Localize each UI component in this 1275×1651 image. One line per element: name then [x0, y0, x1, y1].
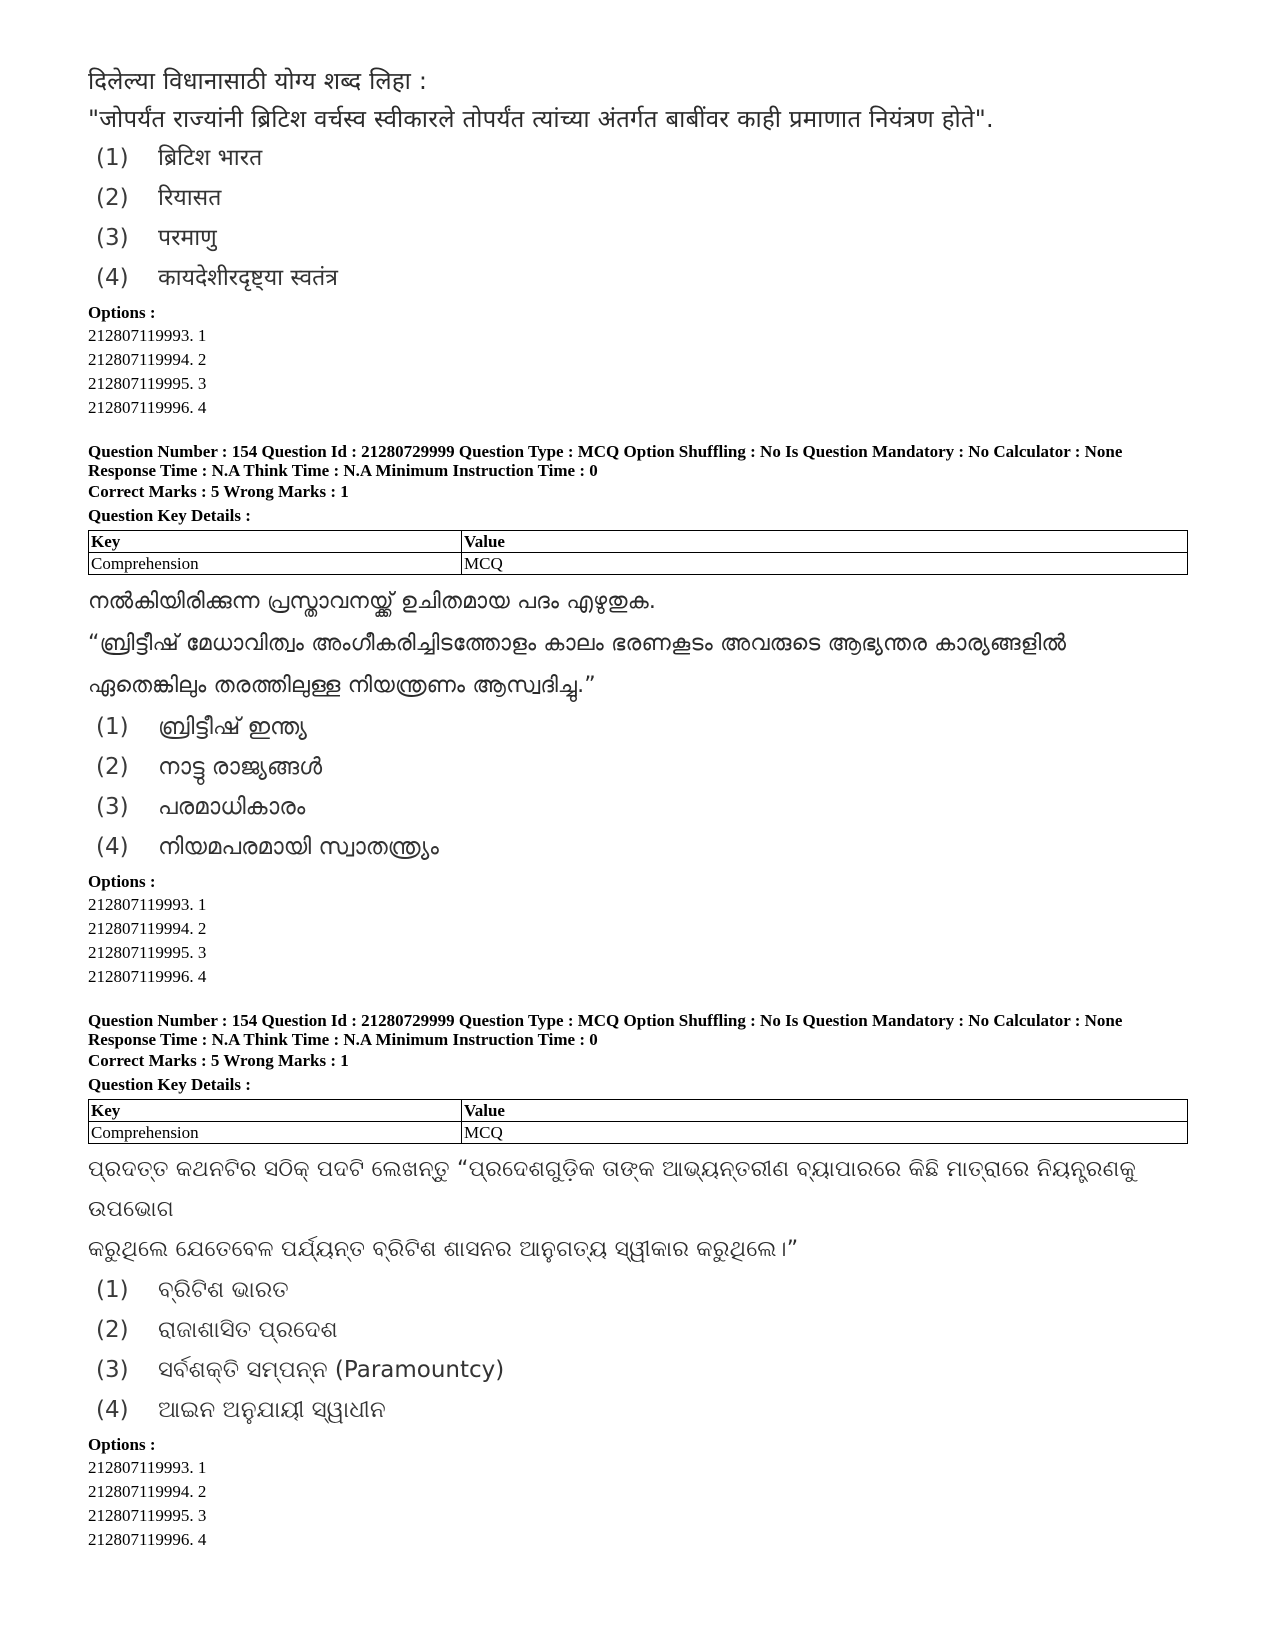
- choice-text: പരമാധികാരം: [158, 794, 306, 820]
- table-cell-value: MCQ: [462, 553, 1188, 575]
- question-paper-page: [88, 62, 1188, 1552]
- stem-line: ପ୍ରଦତ୍ତ କଥନଟିର ସଠିକ୍ ପଦଟି ଲେଖନ୍ତୁ “ପ୍ରଦେଶଗୁଡ଼ିକ ତାଙ୍କ ଆଭ୍ୟନ୍ତରୀଣ ବ୍ୟାପାରରେ କିଛି ମାତ୍ରାରେ ନିୟନ୍ତ୍ରଣକୁ ଉପଭୋଗ: [88, 1157, 1136, 1222]
- choice-1: [88, 138, 1188, 178]
- option-id: 212807119995. 3: [88, 374, 207, 393]
- option-id: 212807119993. 1: [88, 1458, 207, 1477]
- option-id: 212807119993. 1: [88, 326, 207, 345]
- table-header-key: Key: [89, 1100, 462, 1122]
- table-cell-value: MCQ: [462, 1122, 1188, 1144]
- choice-3: [88, 1350, 1188, 1390]
- table-cell-key: Comprehension: [89, 1122, 462, 1144]
- key-details-table: [88, 530, 1188, 575]
- option-id: 212807119993. 1: [88, 895, 207, 914]
- question-malayalam: [88, 581, 1188, 867]
- stem-line: दिलेल्या विधानासाठी योग्य शब्द लिहा :: [88, 67, 428, 95]
- choice-text: നാട്ടു രാജ്യങ്ങൾ: [158, 754, 323, 780]
- choice-text: ଆଇନ ଅନୁଯାୟୀ ସ୍ୱାଧୀନ: [158, 1397, 386, 1423]
- option-id: 212807119996. 4: [88, 398, 207, 417]
- key-details-label: Question Key Details :: [88, 1075, 251, 1094]
- choice-4: [88, 1390, 1188, 1430]
- table-header-value: Value: [462, 531, 1188, 553]
- table-cell-key: Comprehension: [89, 553, 462, 575]
- choice-number: (2): [96, 754, 129, 780]
- question-timing: Response Time : N.A Think Time : N.A Minimum Instruction Time : 0: [88, 461, 598, 480]
- question-stem: [88, 1150, 1188, 1270]
- choice-number: (3): [96, 794, 129, 820]
- choice-3: [88, 218, 1188, 258]
- choice-number: (1): [96, 714, 129, 740]
- question-marathi: [88, 62, 1188, 298]
- stem-line: "जोपर्यंत राज्यांनी ब्रिटिश वर्चस्व स्वीकारले तोपर्यंत त्यांच्या अंतर्गत बाबींवर काही प्रमाणात नियंत्रण होते".: [88, 105, 994, 133]
- choice-2: [88, 178, 1188, 218]
- choice-number: (4): [96, 834, 129, 860]
- choice-text: നിയമപരമായി സ്വാതന്ത്ര്യം: [158, 834, 439, 860]
- option-id: 212807119995. 3: [88, 1506, 207, 1525]
- options-label: Options :: [88, 303, 156, 322]
- choice-number: (1): [96, 1277, 129, 1303]
- question-meta: Question Number : 154 Question Id : 21280729999 Question Type : MCQ Option Shuffling : No Is Question Mandatory : No Calculator : None: [88, 1011, 1123, 1030]
- stem-line: ഏതെങ്കിലും തരത്തിലുള്ള നിയന്ത്രണം ആസ്വദിച്ചു.”: [88, 673, 596, 698]
- choice-text: कायदेशीरदृष्ट्या स्वतंत्र: [158, 265, 338, 291]
- question-block-odia: [88, 1011, 1188, 1552]
- choice-number: (2): [96, 1317, 129, 1343]
- choice-number: (2): [96, 185, 129, 211]
- stem-line: നൽകിയിരിക്കുന്ന പ്രസ്താവനയ്ക്ക് ഉചിതമായ പദം എഴുതുക.: [88, 589, 657, 614]
- key-details-label: Question Key Details :: [88, 506, 251, 525]
- question-stem: [88, 581, 1188, 707]
- choice-1: [88, 1270, 1188, 1310]
- choice-number: (4): [96, 265, 129, 291]
- choice-text: ବ୍ରିଟିଶ ଭାରତ: [158, 1277, 289, 1303]
- choice-text: परमाणु: [158, 225, 217, 251]
- question-odia: [88, 1150, 1188, 1430]
- choice-number: (4): [96, 1397, 129, 1423]
- choice-1: [88, 707, 1188, 747]
- option-id: 212807119994. 2: [88, 1482, 207, 1501]
- choice-text: ബ്രിട്ടീഷ് ഇന്ത്യ: [158, 714, 307, 740]
- choice-2: [88, 1310, 1188, 1350]
- choice-3: [88, 787, 1188, 827]
- option-id: 212807119996. 4: [88, 967, 207, 986]
- question-stem: [88, 62, 1188, 138]
- option-id: 212807119996. 4: [88, 1530, 207, 1549]
- options-label: Options :: [88, 872, 156, 891]
- option-id: 212807119995. 3: [88, 943, 207, 962]
- question-timing: Response Time : N.A Think Time : N.A Minimum Instruction Time : 0: [88, 1030, 598, 1049]
- question-meta: Question Number : 154 Question Id : 21280729999 Question Type : MCQ Option Shuffling : No Is Question Mandatory : No Calculator : None: [88, 442, 1123, 461]
- choice-4: [88, 827, 1188, 867]
- question-marks: Correct Marks : 5 Wrong Marks : 1: [88, 1051, 349, 1070]
- table-header-key: Key: [89, 531, 462, 553]
- choice-number: (3): [96, 225, 129, 251]
- choice-text: रियासत: [158, 185, 222, 211]
- option-id: 212807119994. 2: [88, 919, 207, 938]
- options-label: Options :: [88, 1435, 156, 1454]
- question-marks: Correct Marks : 5 Wrong Marks : 1: [88, 482, 349, 501]
- choice-2: [88, 747, 1188, 787]
- choice-text: ब्रिटिश भारत: [158, 145, 263, 171]
- choice-number: (3): [96, 1357, 129, 1383]
- choice-4: [88, 258, 1188, 298]
- choice-text: ସର୍ବଶକ୍ତି ସମ୍ପନ୍ନ (Paramountcy): [158, 1357, 505, 1383]
- stem-line: “ബ്രിട്ടീഷ് മേധാവിത്വം അംഗീകരിച്ചിടത്തോളം കാലം ഭരണകൂടം അവരുടെ ആഭ്യന്തര കാര്യങ്ങളിൽ: [88, 631, 1067, 656]
- table-header-value: Value: [462, 1100, 1188, 1122]
- option-id: 212807119994. 2: [88, 350, 207, 369]
- stem-line: କରୁଥିଲେ ଯେତେବେଳ ପର୍ଯ୍ୟନ୍ତ ବ୍ରିଟିଶ ଶାସନର ଆନୁଗତ୍ୟ ସ୍ୱୀକାର କରୁଥିଲେ।”: [88, 1237, 799, 1262]
- key-details-table: [88, 1099, 1188, 1144]
- choice-number: (1): [96, 145, 129, 171]
- question-block-malayalam: [88, 442, 1188, 989]
- choice-text: ରାଜାଶାସିତ ପ୍ରଦେଶ: [158, 1317, 338, 1343]
